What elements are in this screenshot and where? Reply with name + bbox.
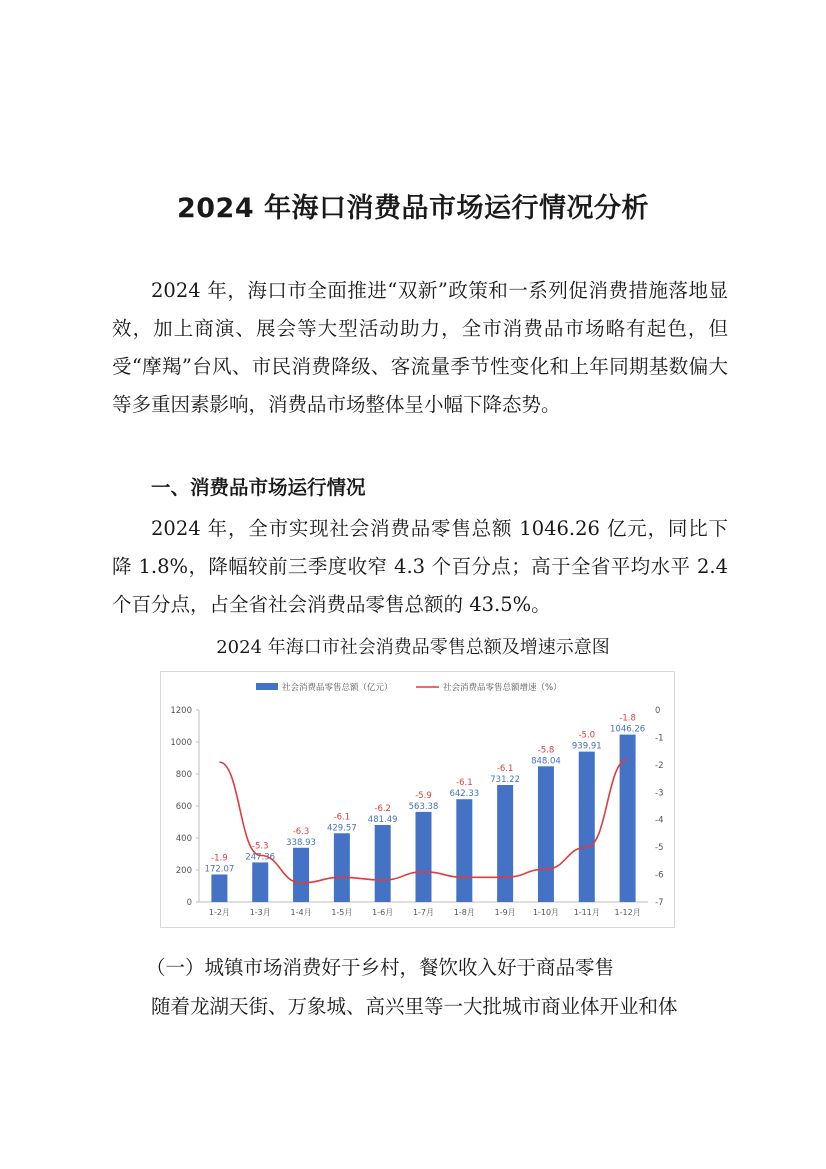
x-tick-label: 1-10月 — [532, 908, 560, 917]
bar-1-10月 — [538, 766, 554, 902]
growth-rate-label: -5.0 — [578, 730, 596, 741]
y-left-tick-label: 1000 — [170, 738, 192, 748]
bar-1-6月 — [375, 825, 391, 902]
growth-rate-label: -5.3 — [251, 841, 269, 852]
bar-value-label: 939.91 — [571, 741, 602, 752]
chart-caption: 2024 年海口市社会消费品零售总额及增速示意图 — [216, 637, 610, 658]
subsection-heading-1: （一）城镇市场消费好于乡村，餐饮收入好于商品零售 — [146, 956, 615, 979]
bar-1-12月 — [620, 735, 636, 902]
x-tick-label: 1-5月 — [331, 908, 353, 917]
bar-1-4月 — [293, 848, 309, 902]
bar-1-3月 — [252, 862, 268, 902]
x-tick-label: 1-11月 — [573, 908, 600, 917]
bar-value-label: 642.33 — [449, 789, 480, 800]
growth-rate-label: -6.2 — [374, 803, 391, 814]
y-right-tick-label: -3 — [655, 788, 664, 799]
y-left-tick-label: 0 — [186, 898, 192, 908]
bar-1-11月 — [579, 752, 595, 902]
legend-bar-label: 社会消费品零售总额（亿元） — [282, 683, 393, 693]
legend-line-label: 社会消费品零售总额增速（%） — [443, 683, 562, 693]
bar-value-label: 731.22 — [490, 775, 521, 786]
y-right-tick-label: -2 — [655, 760, 664, 771]
growth-rate-label: -5.8 — [537, 745, 555, 756]
bar-1-8月 — [456, 799, 472, 902]
growth-rate-label: -6.3 — [292, 826, 310, 837]
x-tick-label: 1-8月 — [453, 908, 475, 917]
growth-rate-label: -6.1 — [496, 764, 514, 775]
bar-value-label: 848.04 — [531, 756, 561, 767]
x-tick-label: 1-12月 — [614, 908, 641, 917]
retail-sales-chart — [160, 671, 675, 928]
y-left-tick-label: 600 — [175, 802, 192, 812]
document-title: 2024 年海口消费品市场运行情况分析 — [176, 193, 650, 224]
x-tick-label: 1-7月 — [412, 908, 435, 917]
y-left-tick-label: 200 — [175, 866, 192, 876]
y-right-tick-label: -7 — [655, 898, 664, 908]
y-right-tick-label: -1 — [655, 733, 664, 744]
bar-value-label: 429.57 — [326, 823, 357, 834]
bar-value-label: 338.93 — [286, 837, 316, 848]
bar-value-label: 172.07 — [204, 864, 235, 875]
growth-rate-label: -1.8 — [619, 713, 636, 724]
y-right-tick-label: -5 — [655, 843, 664, 854]
growth-rate-label: -6.1 — [333, 812, 351, 823]
y-right-tick-label: -4 — [655, 815, 664, 826]
growth-rate-label: -5.9 — [415, 790, 432, 801]
y-right-tick-label: 0 — [655, 706, 661, 716]
bar-value-label: 247.36 — [245, 852, 276, 863]
subsection-1-paragraph: 随着龙湖天街、万象城、高兴里等一大批城市商业体开业和体 — [151, 995, 678, 1018]
y-left-tick-label: 400 — [175, 834, 192, 844]
bar-value-label: 481.49 — [367, 814, 398, 825]
intro-paragraph: 2024 年，海口市全面推进“双新”政策和一系列促消费措施落地显效，加上商演、展会等大型活动助力，全市消费品市场略有起色，但受“摩羯”台风、市民消费降级、客流量季节性变化和上年同期基数偏大等多重因素影响，消费品市场整体呈小幅下降态势。 — [112, 279, 728, 416]
section-1-paragraph: 2024 年，全市实现社会消费品零售总额 1046.26 亿元，同比下降 1.8%，降幅较前三季度收窄 4.3 个百分点；高于全省平均水平 2.4 个百分点，占全省社会消费品零售总额的 43.5%。 — [112, 517, 728, 616]
growth-rate-label: -1.9 — [211, 853, 228, 864]
y-left-tick-label: 800 — [175, 770, 192, 780]
y-right-tick-label: -6 — [655, 870, 664, 881]
bar-1-9月 — [497, 785, 513, 902]
bar-1-7月 — [416, 812, 432, 902]
x-tick-label: 1-9月 — [494, 908, 516, 917]
bar-1-2月 — [211, 874, 227, 902]
legend-bar-swatch — [256, 683, 278, 690]
x-tick-label: 1-2月 — [208, 908, 230, 917]
bar-value-label: 1046.26 — [610, 724, 646, 735]
section-heading-1: 一、消费品市场运行情况 — [151, 476, 366, 499]
y-left-tick-label: 1200 — [170, 706, 192, 716]
x-tick-label: 1-3月 — [249, 908, 271, 917]
bar-value-label: 563.38 — [408, 801, 439, 812]
chart-svg — [161, 672, 674, 927]
growth-rate-label: -6.1 — [456, 778, 473, 789]
bar-1-5月 — [334, 833, 350, 902]
x-tick-label: 1-6月 — [372, 908, 394, 917]
x-tick-label: 1-4月 — [290, 908, 312, 917]
